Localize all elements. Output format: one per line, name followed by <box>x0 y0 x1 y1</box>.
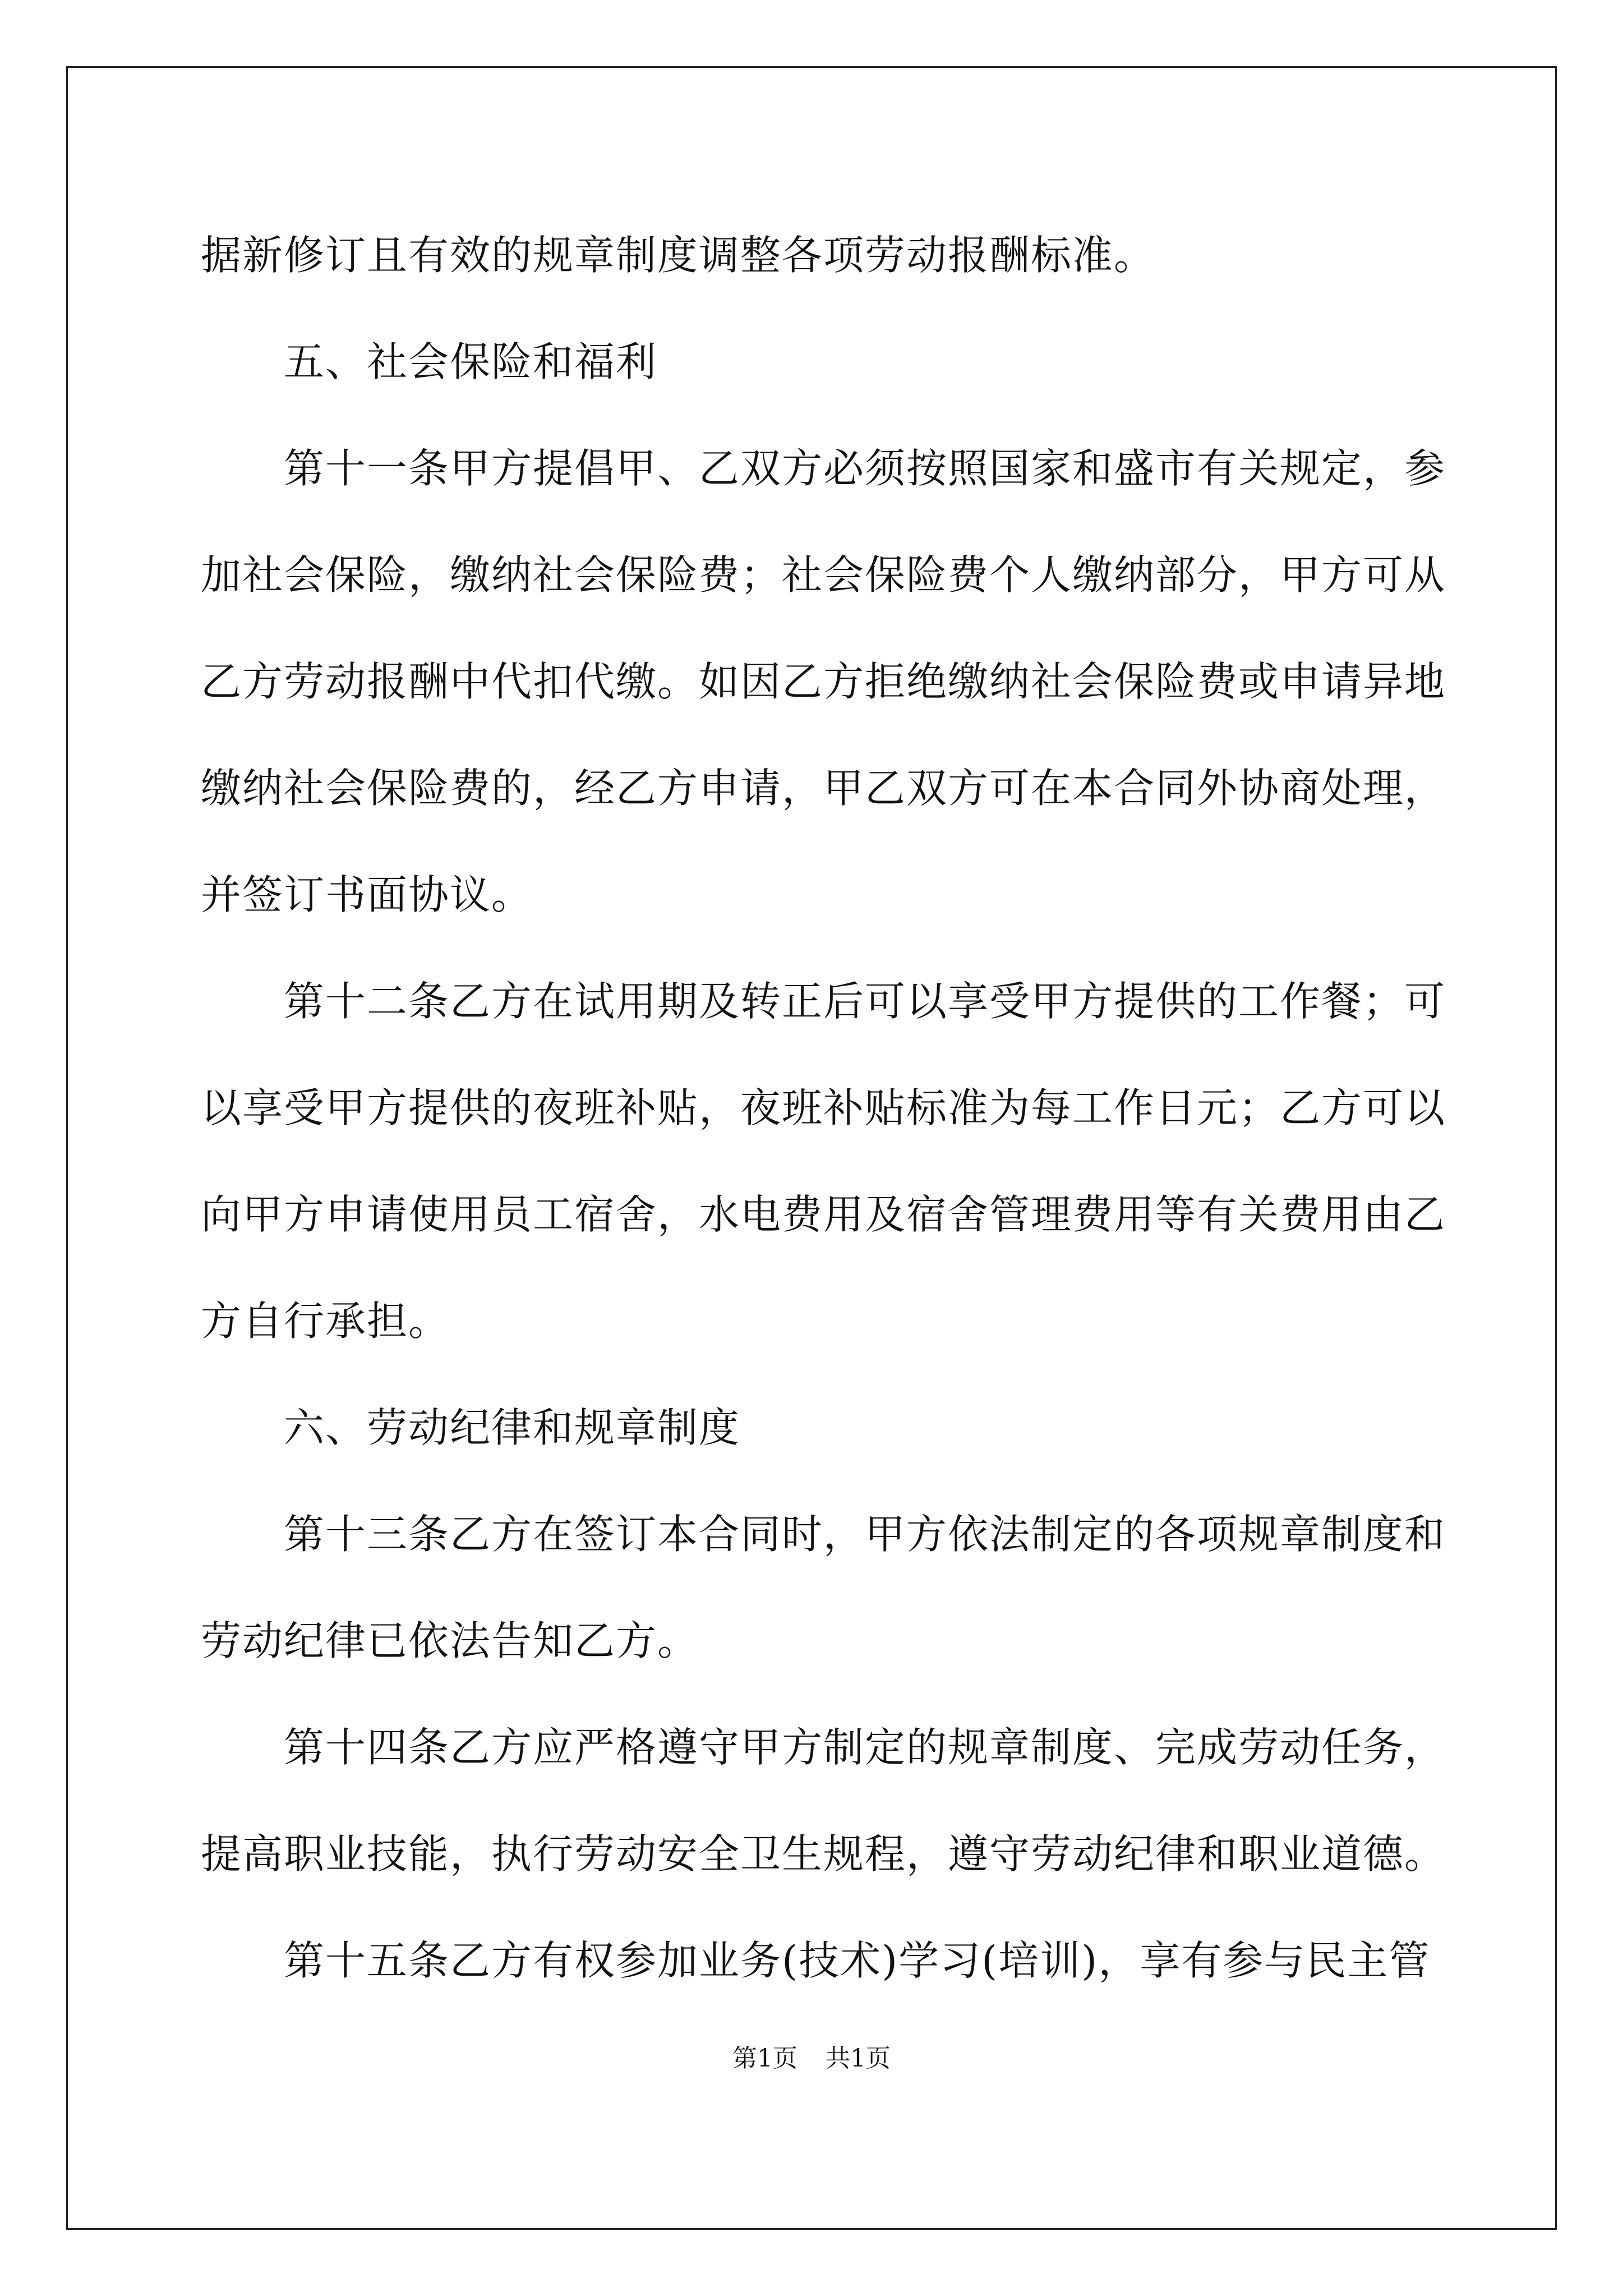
paragraph-line: 乙方劳动报酬中代扣代缴。如因乙方拒绝缴纳社会保险费或申请异地 <box>201 658 1446 705</box>
paragraph-line: 第十二条乙方在试用期及转正后可以享受甲方提供的工作餐；可 <box>284 978 1446 1025</box>
section-heading-6: 六、劳动纪律和规章制度 <box>284 1404 741 1451</box>
page-number: 第1页 <box>732 2044 797 2073</box>
page-footer <box>0 2042 1623 2076</box>
paragraph-line: 劳动纪律已依法告知乙方。 <box>201 1617 699 1664</box>
paragraph-line: 第十四条乙方应严格遵守甲方制定的规章制度、完成劳动任务， <box>284 1724 1446 1771</box>
paragraph-line: 加社会保险，缴纳社会保险费；社会保险费个人缴纳部分，甲方可从 <box>201 551 1446 599</box>
paragraph-line: 以享受甲方提供的夜班补贴，夜班补贴标准为每工作日元；乙方可以 <box>201 1084 1446 1131</box>
paragraph-line: 并签订书面协议。 <box>201 871 533 918</box>
paragraph-line: 据新修订且有效的规章制度调整各项劳动报酬标准。 <box>201 232 1156 279</box>
paragraph-line: 第十三条乙方在签订本合同时，甲方依法制定的各项规章制度和 <box>284 1511 1446 1558</box>
section-heading-5: 五、社会保险和福利 <box>284 338 658 385</box>
paragraph-line: 方自行承担。 <box>201 1297 450 1345</box>
paragraph-line: 向甲方申请使用员工宿舍，水电费用及宿舍管理费用等有关费用由乙 <box>201 1191 1446 1238</box>
paragraph-line: 第十一条甲方提倡甲、乙双方必须按照国家和盛市有关规定，参 <box>284 445 1446 492</box>
page-total: 共1页 <box>826 2044 891 2073</box>
paragraph-line: 提高职业技能，执行劳动安全卫生规程，遵守劳动纪律和职业道德。 <box>201 1830 1446 1878</box>
paragraph-line: 缴纳社会保险费的，经乙方申请，甲乙双方可在本合同外协商处理， <box>201 765 1446 812</box>
paragraph-line: 第十五条乙方有权参加业务(技术)学习(培训)，享有参与民主管 <box>284 1937 1431 1984</box>
